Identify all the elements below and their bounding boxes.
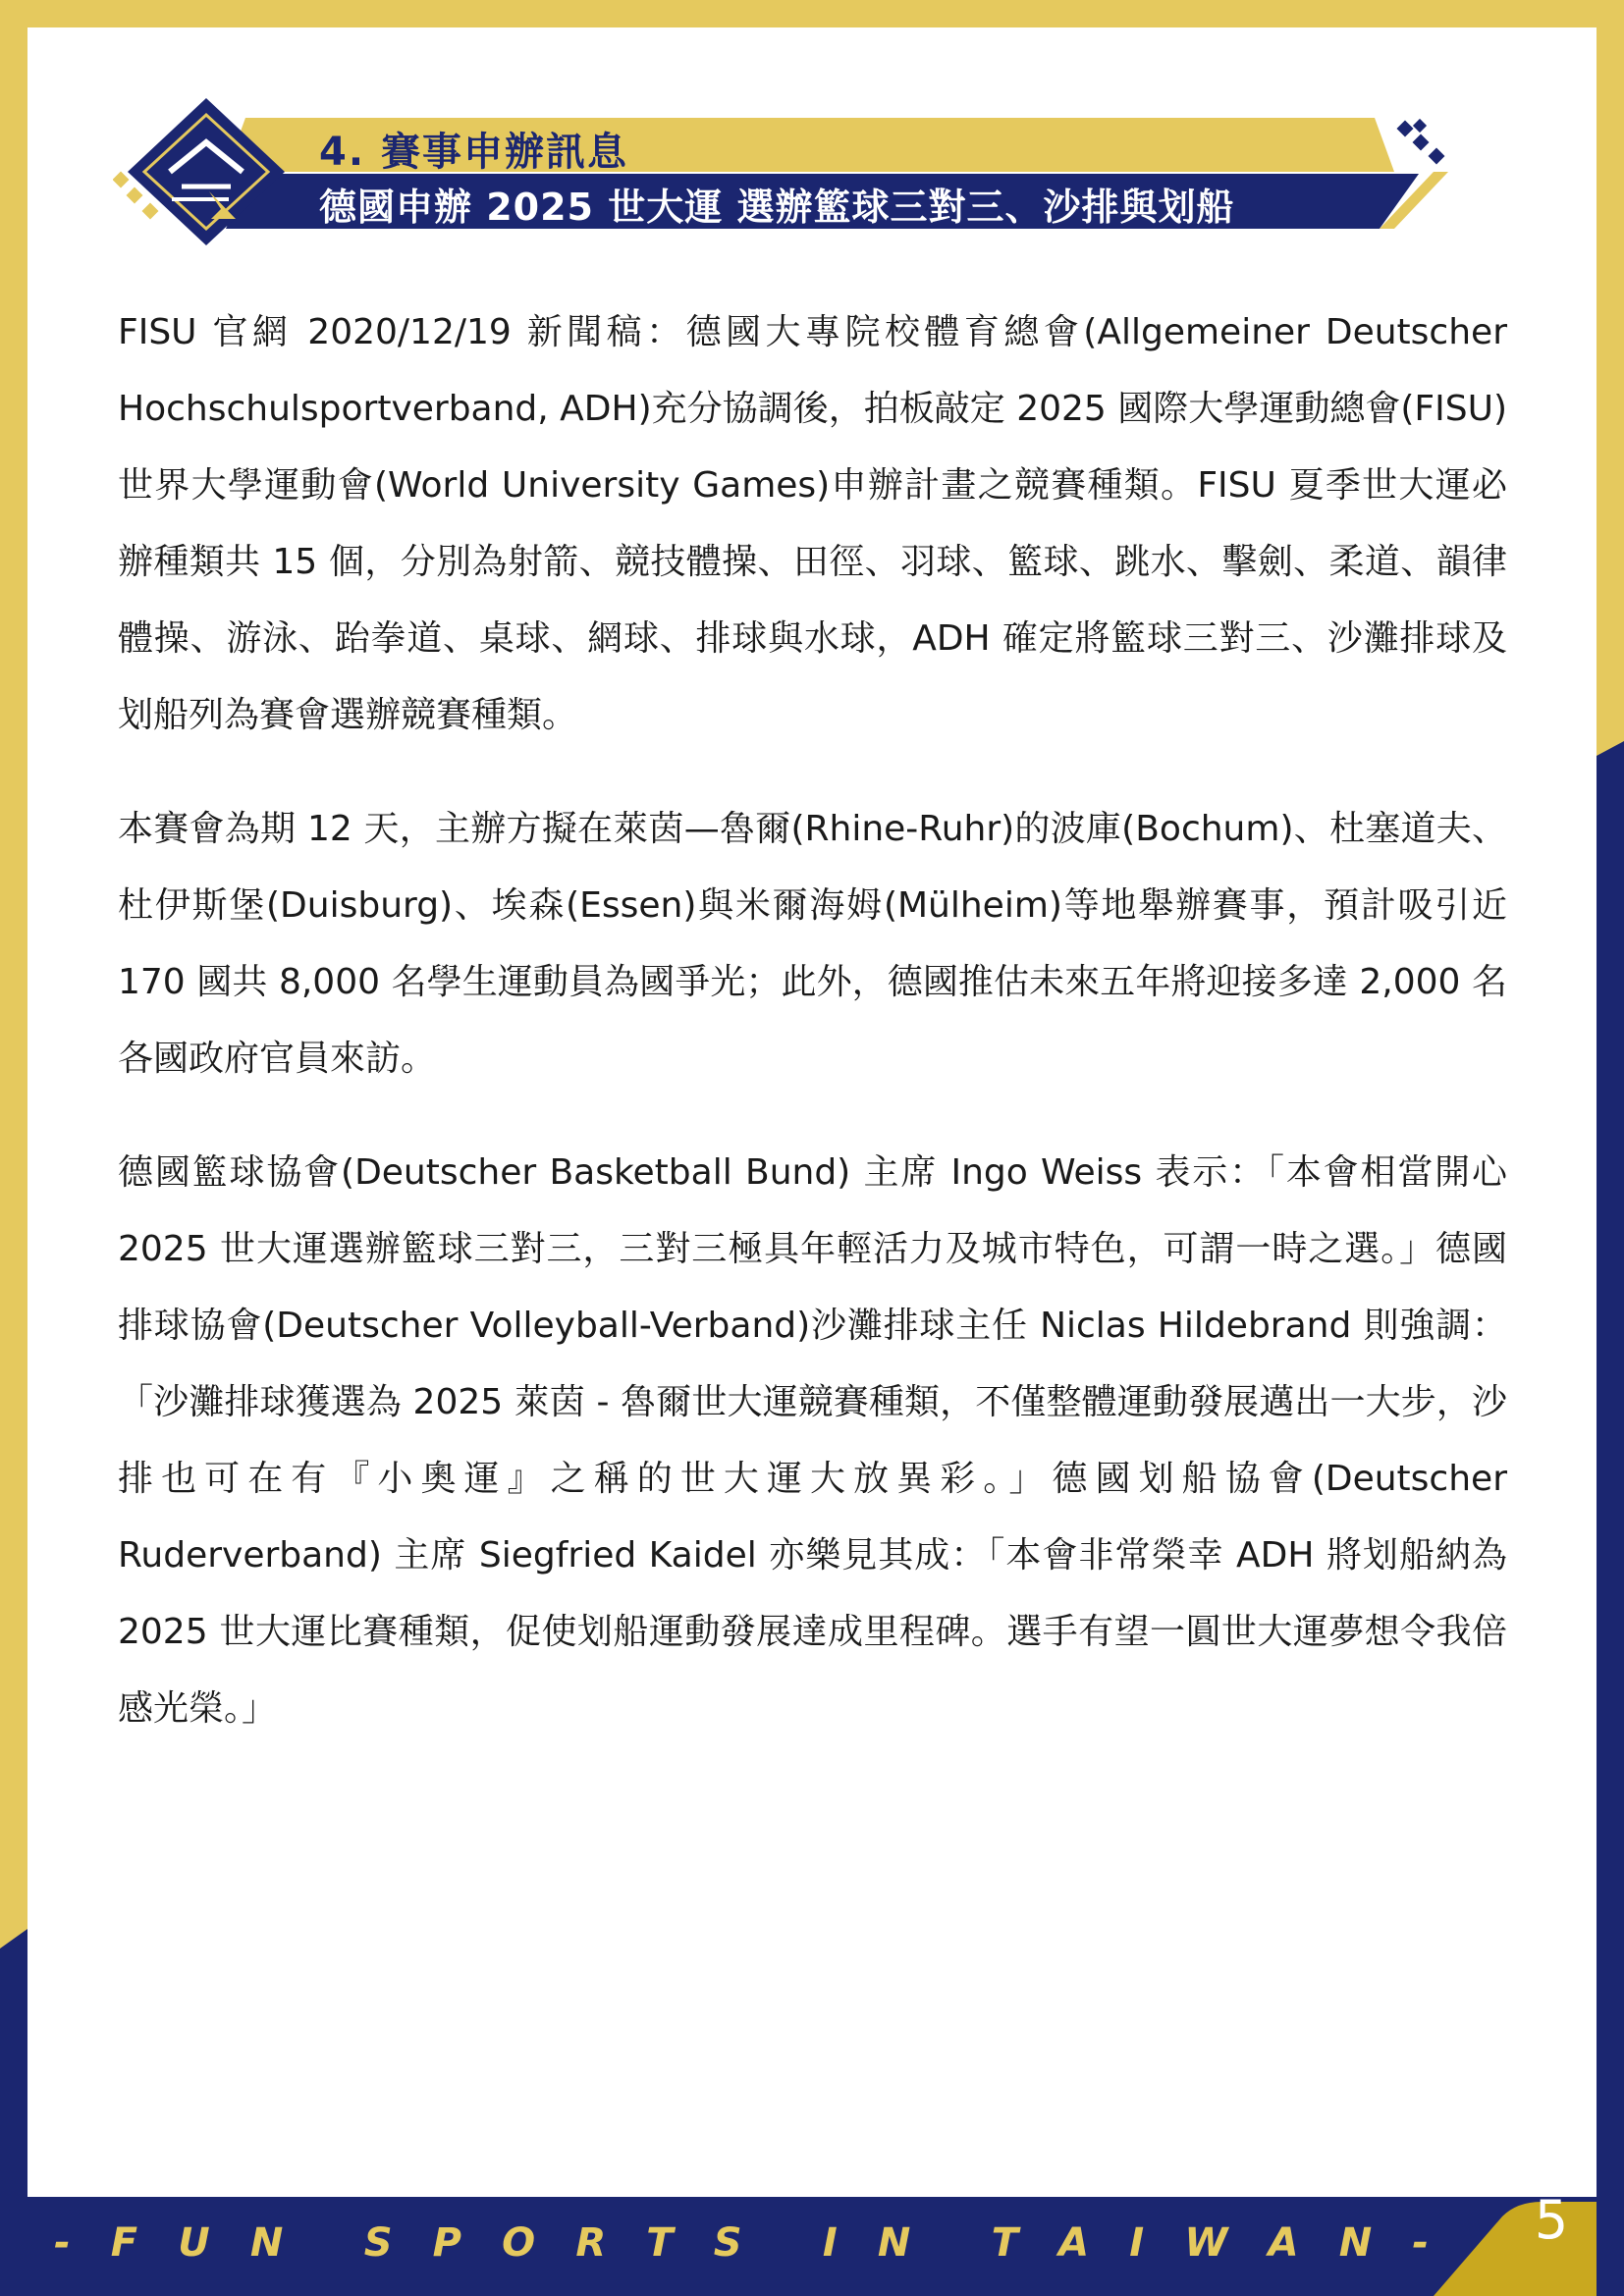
footer-letter: P xyxy=(432,2220,461,2266)
footer-letter: S xyxy=(713,2220,742,2266)
footer-letter: W xyxy=(1184,2220,1228,2266)
footer-letter: T xyxy=(646,2220,674,2266)
footer-letter: N xyxy=(249,2220,284,2266)
paragraph: 本賽會為期 12 天，主辦方擬在萊茵—魯爾(Rhine-Ruhr)的波庫(Bochum)、杜塞道夫、杜伊斯堡(Duisburg)、埃森(Essen)與米爾海姆(Mülheim)等地舉辦賽事，預計吸引近 170 國共 8,000 名學生運動員為國爭光；此外，德國推估未來五年將迎接多達 2,000 名各國政府官員來訪。 xyxy=(118,809,1507,1079)
section-title: 4. 賽事申辦訊息 xyxy=(319,130,628,175)
footer-letter: - xyxy=(1412,2220,1429,2266)
section-header xyxy=(113,93,1448,250)
footer-letter: A xyxy=(1058,2220,1090,2266)
footer-letter: F xyxy=(110,2220,138,2266)
footer-letter: O xyxy=(502,2220,536,2266)
page-number: 5 xyxy=(1534,2189,1569,2251)
footer-letter: U xyxy=(178,2220,210,2266)
article-body xyxy=(118,294,1507,1785)
footer-letter: R xyxy=(575,2220,607,2266)
footer-letter: S xyxy=(363,2220,393,2266)
footer-slogan xyxy=(54,2220,1429,2266)
footer-letter: N xyxy=(1338,2220,1373,2266)
paragraph: FISU 官網 2020/12/19 新聞稿：德國大專院校體育總會(Allgemeiner Deutscher Hochschulsportverband, ADH)充分協調後，拍板敲定 2025 國際大學運動總會(FISU)世界大學運動會(World University Games)申辦計畫之競賽種類。FISU 夏季世大運必辦種類共 15 個，分別為射箭、競技體操、田徑、羽球、籃球、跳水、擊劍、柔道、韻律體操、游泳、跆拳道、桌球、網球、排球與水球，ADH 確定將籃球三對三、沙灘排球及划船列為賽會選辦競賽種類。 xyxy=(118,312,1507,735)
paragraph: 德國籃球協會(Deutscher Basketball Bund) 主席 Ingo Weiss 表示：「本會相當開心 2025 世大運選辦籃球三對三，三對三極具年輕活力及城市特色，可謂一時之選。」德國排球協會(Deutscher Volleyball-Verband)沙灘排球主任 Niclas Hildebrand 則強調：「沙灘排球獲選為 2025 萊茵 - 魯爾世大運競賽種類，不僅整體運動發展邁出一大步，沙排也可在有『小奧運』之稱的世大運大放異彩。」德國划船協會(Deutscher Ruderverband) 主席 Siegfried Kaidel 亦樂見其成：「本會非常榮幸 ADH 將划船納為 2025 世大運比賽種類，促使划船運動發展達成里程碑。選手有望一圓世大運夢想令我倍感光榮。」 xyxy=(118,1152,1507,1729)
footer-letter: N xyxy=(877,2220,911,2266)
footer-letter: I xyxy=(822,2220,838,2266)
section-subtitle: 德國申辦 2025 世大運 選辦籃球三對三、沙排與划船 xyxy=(319,186,1235,229)
footer-letter: I xyxy=(1129,2220,1145,2266)
footer-letter: A xyxy=(1268,2220,1299,2266)
footer-letter: T xyxy=(991,2220,1018,2266)
footer-letter: - xyxy=(54,2220,71,2266)
